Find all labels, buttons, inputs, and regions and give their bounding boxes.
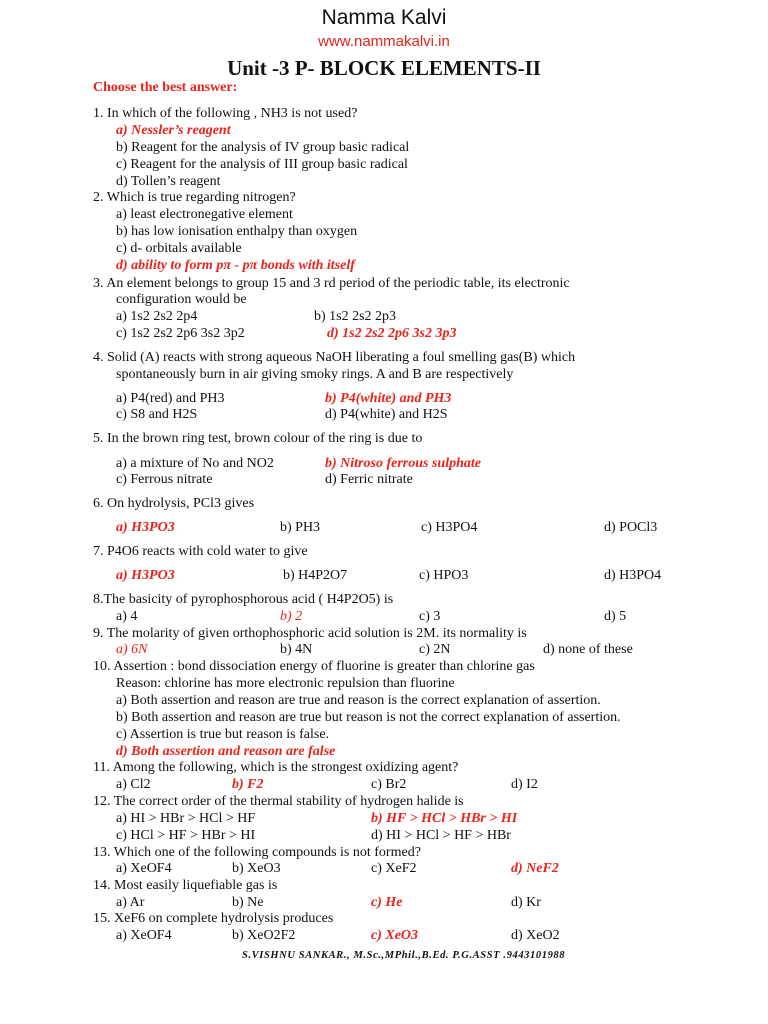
author-footer: S.VISHNU SANKAR., M.Sc.,MPhil.,B.Ed. P.G.ASST .9443101988 (242, 950, 566, 961)
q10-stem: 10. Assertion : bond dissociation energy of fluorine is greater than chlorine gas (93, 659, 535, 674)
q1-option-c: c) Reagent for the analysis of III group basic radical (116, 157, 408, 172)
q10-option-d: d) Both assertion and reason are false (116, 744, 336, 759)
q11-option-d: d) I2 (511, 777, 538, 792)
q4-option-d: d) P4(white) and H2S (325, 407, 448, 422)
q8-stem: 8.The basicity of pyrophosphorous acid ( H4P2O5) is (93, 592, 394, 607)
q5-option-b: b) Nitroso ferrous sulphate (325, 456, 481, 471)
q9-option-b: b) 4N (280, 642, 313, 657)
q7-option-d: d) H3PO4 (604, 568, 662, 583)
q1-option-b: b) Reagent for the analysis of IV group basic radical (116, 140, 410, 155)
q15-stem: 15. XeF6 on complete hydrolysis produces (93, 911, 334, 926)
q4-stem: 4. Solid (A) reacts with strong aqueous NaOH liberating a foul smelling gas(B) which (93, 350, 576, 365)
q2-stem: 2. Which is true regarding nitrogen? (93, 190, 296, 205)
q4-option-c: c) S8 and H2S (116, 407, 198, 422)
q12-option-d: d) HI > HCl > HF > HBr (371, 828, 511, 843)
instruction: Choose the best answer: (93, 80, 238, 95)
q4-option-a: a) P4(red) and PH3 (116, 391, 225, 406)
q10-option-a: a) Both assertion and reason are true and reason is the correct explanation of assertion. (116, 693, 601, 708)
q15-option-c: c) XeO3 (371, 928, 419, 943)
q11-option-a: a) Cl2 (116, 777, 151, 792)
q15-option-d: d) XeO2 (511, 928, 560, 943)
q10-reason: Reason: chlorine has more electronic repulsion than fluorine (116, 676, 455, 691)
q3-option-a: a) 1s2 2s2 2p4 (116, 309, 198, 324)
q8-option-d: d) 5 (604, 609, 627, 624)
q13-option-d: d) NeF2 (511, 861, 559, 876)
q13-option-b: b) XeO3 (232, 861, 281, 876)
q11-option-b: b) F2 (232, 777, 264, 792)
q8-option-b: b) 2 (280, 609, 303, 624)
q12-option-c: c) HCl > HF > HBr > HI (116, 828, 256, 843)
q7-stem: 7. P4O6 reacts with cold water to give (93, 544, 308, 559)
q6-option-d: d) POCl3 (604, 520, 658, 535)
q13-stem: 13. Which one of the following compounds is not formed? (93, 845, 421, 860)
q11-stem: 11. Among the following, which is the strongest oxidizing agent? (93, 760, 459, 775)
q3-option-c: c) 1s2 2s2 2p6 3s2 3p2 (116, 326, 245, 341)
q11-option-c: c) Br2 (371, 777, 407, 792)
q5-option-a: a) a mixture of No and NO2 (116, 456, 274, 471)
site-url[interactable]: www.nammakalvi.in (318, 33, 450, 50)
q6-option-b: b) PH3 (280, 520, 321, 535)
q15-option-a: a) XeOF4 (116, 928, 172, 943)
q8-option-a: a) 4 (116, 609, 138, 624)
q1-stem: 1. In which of the following , NH3 is not used? (93, 106, 358, 121)
q9-option-c: c) 2N (419, 642, 451, 657)
q2-option-b: b) has low ionisation enthalpy than oxygen (116, 224, 358, 239)
q14-stem: 14. Most easily liquefiable gas is (93, 878, 278, 893)
q1-option-d: d) Tollen’s reagent (116, 174, 221, 189)
q13-option-c: c) XeF2 (371, 861, 417, 876)
q6-option-c: c) H3PO4 (421, 520, 478, 535)
q3-option-b: b) 1s2 2s2 2p3 (314, 309, 397, 324)
q8-option-c: c) 3 (419, 609, 441, 624)
q2-option-a: a) least electronegative element (116, 207, 293, 222)
q9-option-a: a) 6N (116, 642, 148, 657)
q7-option-c: c) HPO3 (419, 568, 469, 583)
q4-option-b: b) P4(white) and PH3 (325, 391, 452, 406)
site-title: Namma Kalvi (321, 6, 447, 29)
q1-option-a: a) Nessler’s reagent (116, 123, 231, 138)
q5-option-d: d) Ferric nitrate (325, 472, 413, 487)
q2-option-c: c) d- orbitals available (116, 241, 242, 256)
q14-option-b: b) Ne (232, 895, 264, 910)
q14-option-a: a) Ar (116, 895, 145, 910)
q2-option-d: d) ability to form pπ - pπ bonds with itself (116, 258, 355, 273)
q3-stem: 3. An element belongs to group 15 and 3 rd period of the periodic table, its electronic (93, 276, 570, 291)
q10-option-c: c) Assertion is true but reason is false. (116, 727, 330, 742)
q6-stem: 6. On hydrolysis, PCl3 gives (93, 496, 255, 511)
q13-option-a: a) XeOF4 (116, 861, 172, 876)
q5-stem: 5. In the brown ring test, brown colour of the ring is due to (93, 431, 423, 446)
q12-option-b: b) HF > HCl > HBr > HI (371, 811, 518, 826)
q7-option-b: b) H4P2O7 (283, 568, 348, 583)
q5-option-c: c) Ferrous nitrate (116, 472, 213, 487)
page-title: Unit -3 P- BLOCK ELEMENTS-II (227, 56, 541, 80)
q7-option-a: a) H3PO3 (116, 568, 175, 583)
q10-option-b: b) Both assertion and reason are true but reason is not the correct explanation of assertion. (116, 710, 621, 725)
q12-stem: 12. The correct order of the thermal stability of hydrogen halide is (93, 794, 464, 809)
q12-option-a: a) HI > HBr > HCl > HF (116, 811, 256, 826)
q6-option-a: a) H3PO3 (116, 520, 175, 535)
q4-stem-cont: spontaneously burn in air giving smoky rings. A and B are respectively (116, 367, 514, 382)
q9-stem: 9. The molarity of given orthophosphoric acid solution is 2M. its normality is (93, 626, 527, 641)
q14-option-d: d) Kr (511, 895, 541, 910)
q3-option-d: d) 1s2 2s2 2p6 3s2 3p3 (327, 326, 457, 341)
q9-option-d: d) none of these (543, 642, 633, 657)
q3-stem-cont: configuration would be (116, 292, 247, 307)
q14-option-c: c) He (371, 895, 403, 910)
q15-option-b: b) XeO2F2 (232, 928, 296, 943)
